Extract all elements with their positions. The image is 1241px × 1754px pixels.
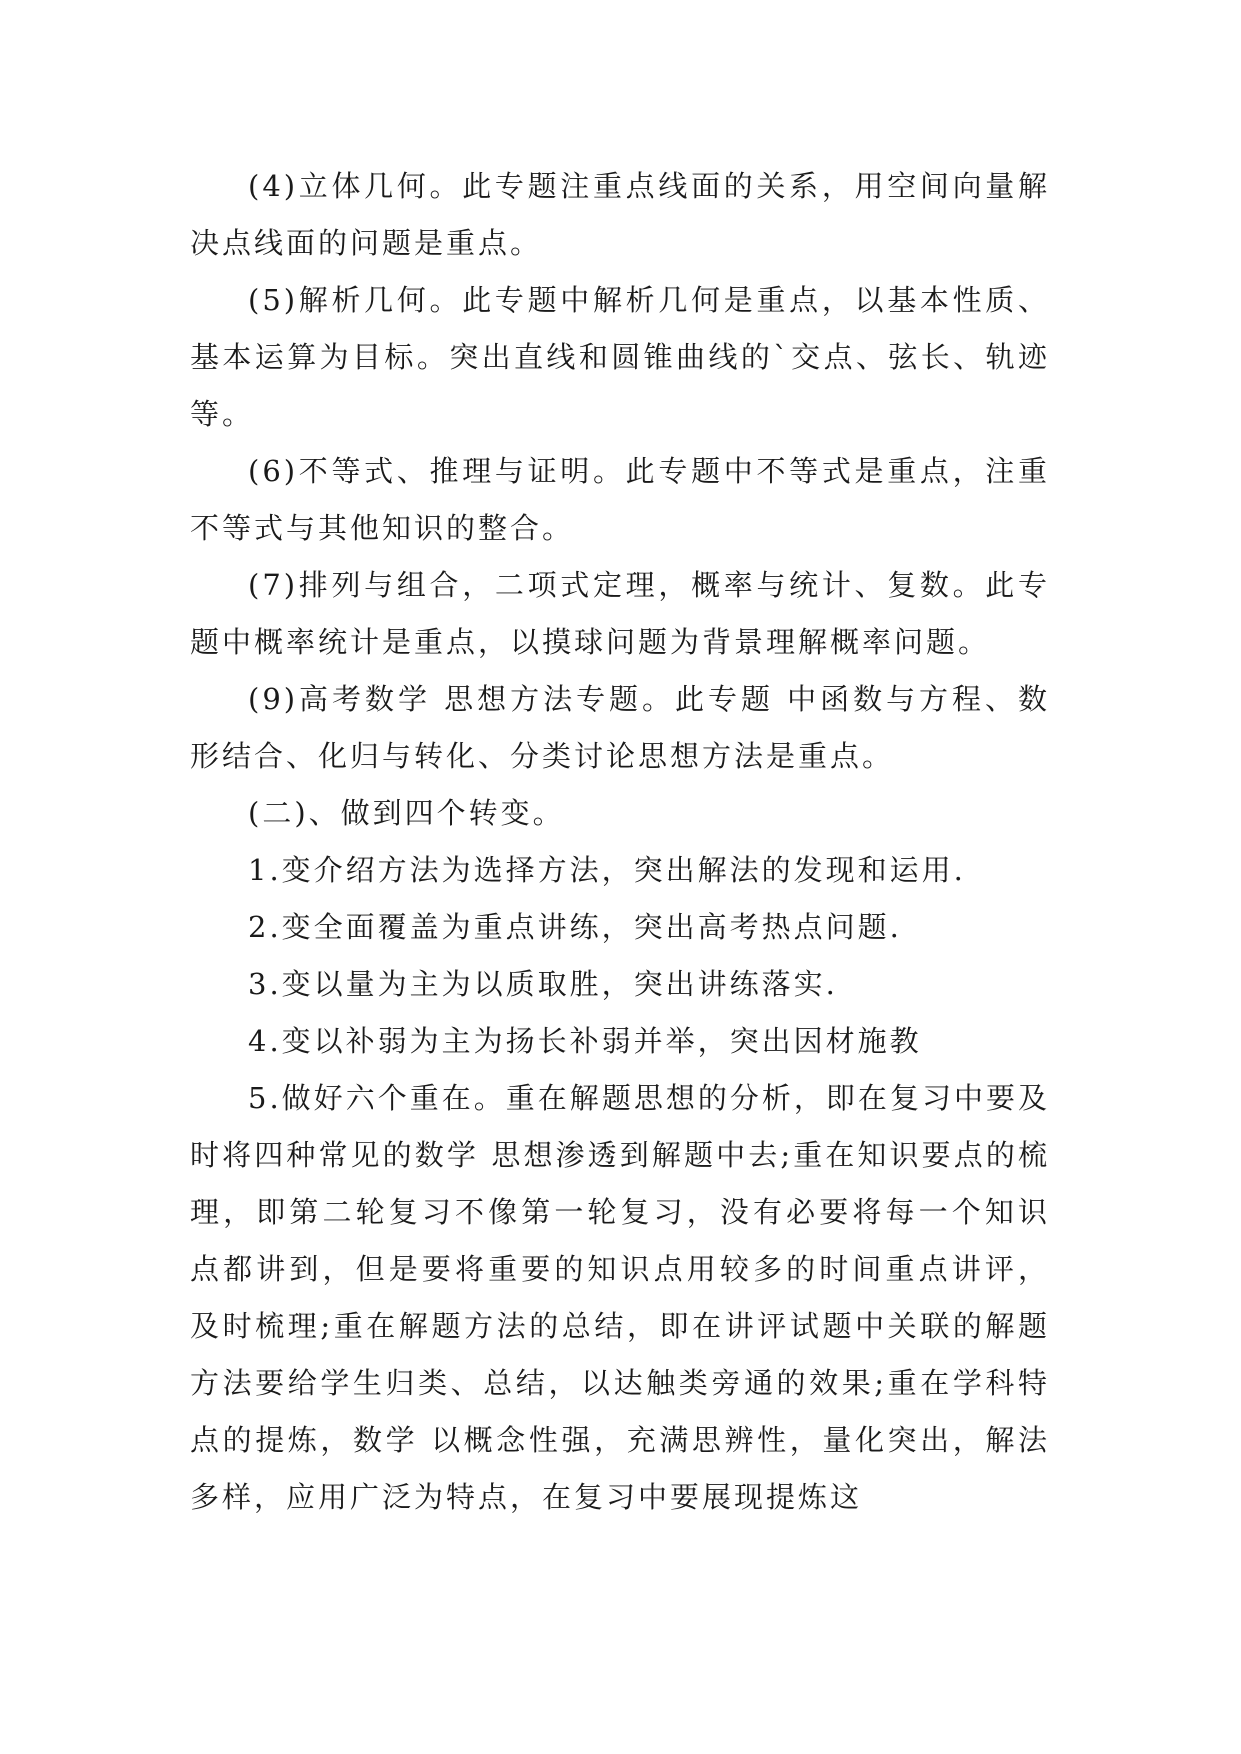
paragraph-solid-geometry: (4)立体几何。此专题注重点线面的关系，用空间向量解决点线面的问题是重点。: [190, 169, 1050, 260]
paragraph-analytic-geometry: (5)解析几何。此专题中解析几何是重点，以基本性质、基本运算为目标。突出直线和圆锥曲线的`交点、弦长、轨迹等。: [190, 283, 1050, 431]
list-item-change-3: 3.变以量为主为以质取胜，突出讲练落实.: [248, 967, 838, 1001]
document-body: [190, 158, 1050, 1526]
paragraph-thinking-methods: (9)高考数学 思想方法专题。此专题 中函数与方程、数形结合、化归与转化、分类讨论思想方法是重点。: [190, 682, 1050, 773]
list-item-change-1: 1.变介绍方法为选择方法，突出解法的发现和运用.: [248, 853, 966, 887]
paragraph-probability: (7)排列与组合，二项式定理，概率与统计、复数。此专题中概率统计是重点，以摸球问题为背景理解概率问题。: [190, 568, 1050, 659]
list-item-six-focuses: 5.做好六个重在。重在解题思想的分析，即在复习中要及时将四种常见的数学 思想渗透到解题中去;重在知识要点的梳理，即第二轮复习不像第一轮复习，没有必要将每一个知识点都讲到，但是要将重要的知识点用较多的时间重点讲评，及时梳理;重在解题方法的总结，即在讲评试题中关联的解题方法要给学生归类、总结，以达触类旁通的效果;重在学科特点的提炼，数学 以概念性强，充满思辨性，量化突出，解法多样，应用广泛为特点，在复习中要展现提炼这: [190, 1081, 1050, 1514]
section-heading-four-changes: (二)、做到四个转变。: [248, 796, 565, 830]
list-item-change-2: 2.变全面覆盖为重点讲练，突出高考热点问题.: [248, 910, 902, 944]
list-item-change-4: 4.变以补弱为主为扬长补弱并举，突出因材施教: [248, 1024, 922, 1058]
paragraph-inequality: (6)不等式、推理与证明。此专题中不等式是重点，注重不等式与其他知识的整合。: [190, 454, 1050, 545]
